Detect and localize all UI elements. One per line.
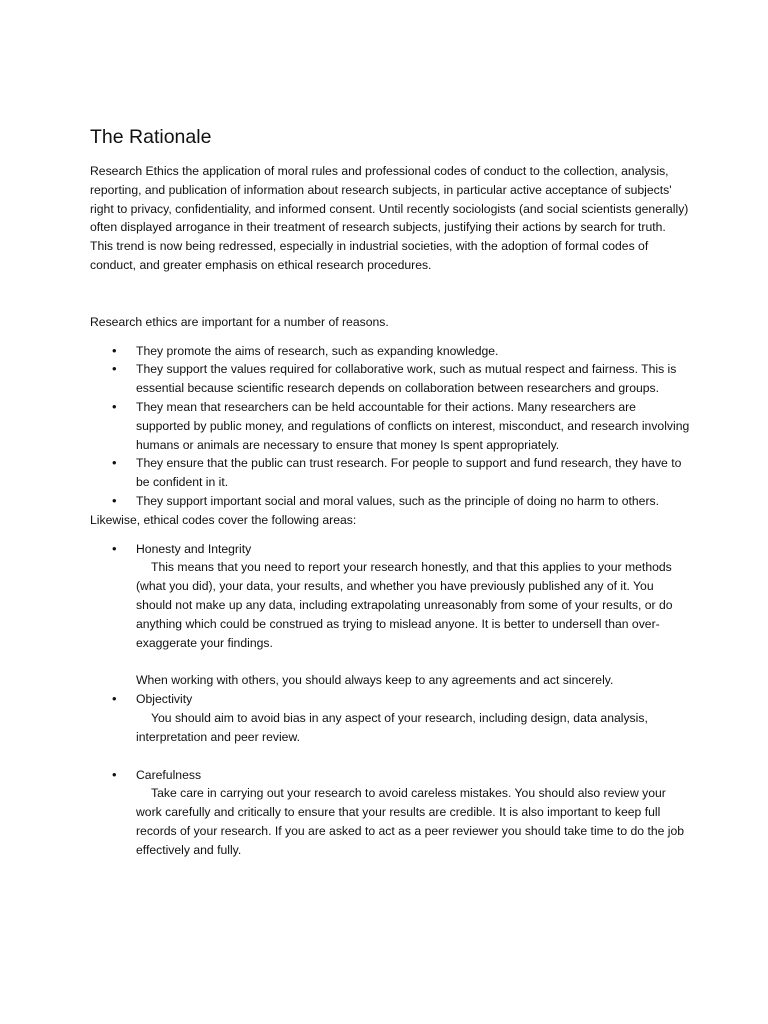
page-title: The Rationale bbox=[90, 126, 212, 148]
reasons-lead: Research ethics are important for a number of reasons. bbox=[90, 314, 389, 329]
list-item: • They support important social and moral values, such as the principle of doing no harm to others. bbox=[90, 492, 690, 511]
area-description: Take care in carrying out your research to avoid careless mistakes. You should also review your work carefully and critically to ensure that your results are credible. It is also important to keep full records of your research. If you are asked to act as a peer reviewer you should take time to do the job effectively and fully. bbox=[136, 786, 685, 857]
areas-list bbox=[90, 540, 690, 860]
area-title: • Carefulness bbox=[136, 767, 202, 782]
area-description: You should aim to avoid bias in any aspect of your research, including design, data analysis, interpretation and peer review. bbox=[136, 710, 648, 744]
area-title: • Honesty and Integrity bbox=[136, 541, 252, 556]
document-page bbox=[90, 124, 690, 860]
area-carefulness bbox=[90, 766, 690, 860]
intro-paragraph: Research Ethics the application of moral rules and professional codes of conduct to the collection, analysis, reporting, and publication of information about research subjects, in particular active acceptance of subjects' right to privacy, confidentiality, and informed consent. Until recently sociologists (and social scientists generally) often displayed arrogance in their treatment of research subjects, justifying their actions by search for truth. This trend is now being redressed, especially in industrial societies, with the adoption of formal codes of conduct, and greater emphasis on ethical research procedures. bbox=[90, 164, 689, 272]
areas-lead: Likewise, ethical codes cover the following areas: bbox=[90, 512, 357, 527]
area-title: • Objectivity bbox=[136, 692, 193, 707]
list-item: • They promote the aims of research, such as expanding knowledge. bbox=[90, 342, 690, 361]
reasons-list bbox=[90, 342, 690, 511]
list-item: • They support the values required for collaborative work, such as mutual respect and fairness. This is essential because scientific research depends on collaboration between researchers and groups. bbox=[90, 360, 690, 398]
area-description: This means that you need to report your research honestly, and that this applies to your methods (what you did), your data, your results, and whether you have previously published any of it. You should not make up any data, including extrapolating unreasonably from some of your results, or do anything which could be construed as trying to mislead anyone. It is better to undersell than over-exaggerate your findings. bbox=[136, 560, 673, 650]
area-objectivity bbox=[90, 690, 690, 746]
area-honesty-integrity bbox=[90, 540, 690, 691]
list-item: • They ensure that the public can trust research. For people to support and fund research, they have to be confident in it. bbox=[90, 454, 690, 492]
list-item: • They mean that researchers can be held accountable for their actions. Many researchers are supported by public money, and regulations of conflicts on interest, misconduct, and research involving humans or animals are necessary to ensure that money Is spent appropriately. bbox=[90, 398, 690, 454]
area-note: When working with others, you should always keep to any agreements and act sincerely. bbox=[136, 673, 614, 688]
